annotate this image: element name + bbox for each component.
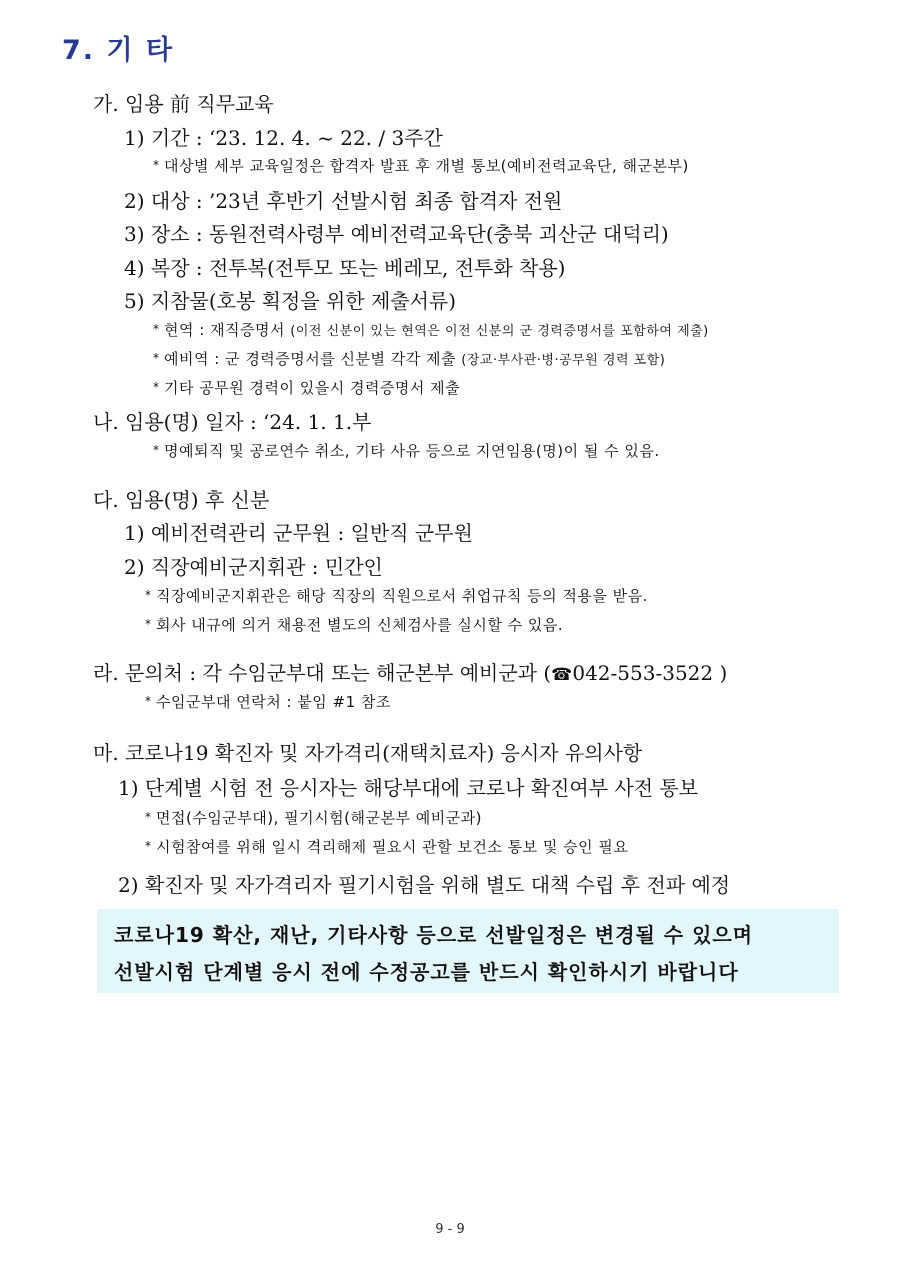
page-number: 9 - 9: [435, 1222, 465, 1237]
item-uniform: 4) 복장 : 전투복(전투모 또는 베레모, 전투화 착용): [124, 256, 566, 280]
item-civilian-staff: 1) 예비전력관리 군무원 : 일반직 군무원: [124, 521, 473, 545]
contact-phone: 042-553-3522: [572, 661, 714, 685]
item-target: 2) 대상 : ’23년 후반기 선발시험 최종 합격자 전원: [124, 189, 563, 213]
note-reserve: * 예비역 : 군 경력증명서를 신분별 각각 제출 (장교·부사관·병·공무원 경력 포함): [153, 350, 666, 368]
note-work-rules: * 직장예비군지휘관은 해당 직장의 직원으로서 취업규칙 등의 적용을 받음.: [145, 587, 648, 605]
note-active-duty: * 현역 : 재직증명서 (이전 신분이 있는 현역은 이전 신분의 군 경력증명서를 포함하여 제출): [153, 321, 709, 339]
note-delay: * 명예퇴직 및 공로연수 취소, 기타 사유 등으로 지연임용(명)이 될 수 있음.: [153, 442, 660, 460]
section-title: 7. 기 타: [62, 35, 175, 66]
heading-na: 나. 임용(명) 일자 : ‘24. 1. 1.부: [93, 410, 372, 434]
telephone-icon: ☎: [551, 665, 573, 685]
star-bullet: *: [145, 588, 152, 602]
note-interview: * 면접(수임군부대), 필기시험(해군본부 예비군과): [145, 809, 483, 827]
note-period: * 대상별 세부 교육일정은 합격자 발표 후 개별 통보(예비전력교육단, 해군본부): [153, 157, 689, 175]
star-bullet: *: [145, 839, 152, 853]
note-other-career: * 기타 공무원 경력이 있을시 경력증명서 제출: [153, 379, 461, 397]
star-bullet: *: [153, 380, 160, 394]
item-workplace-commander: 2) 직장예비군지휘관 : 민간인: [124, 555, 383, 579]
heading-da: 다. 임용(명) 후 신분: [93, 488, 270, 512]
heading-ra: 라. 문의처 : 각 수임군부대 또는 해군본부 예비군과 (☎042-553-3522 ): [93, 661, 728, 685]
item-period: 1) 기간 : ‘23. 12. 4. ~ 22. / 3주간: [124, 126, 443, 150]
star-bullet: *: [153, 322, 160, 336]
notice-line-2: 선발시험 단계별 응시 전에 수정공고를 반드시 확인하시기 바랍니다: [114, 960, 739, 984]
star-bullet: *: [153, 443, 160, 457]
star-bullet: *: [153, 158, 160, 172]
item-place: 3) 장소 : 동원전력사령부 예비전력교육단(충북 괴산군 대덕리): [124, 222, 669, 246]
star-bullet: *: [145, 694, 152, 708]
heading-ma: 마. 코로나19 확진자 및 자가격리(재택치료자) 응시자 유의사항: [93, 741, 643, 765]
item-covid-notice: 1) 단계별 시험 전 응시자는 해당부대에 코로나 확진여부 사전 통보: [118, 776, 699, 800]
item-covid-plan: 2) 확진자 및 자가격리자 필기시험을 위해 별도 대책 수립 후 전파 예정: [118, 873, 731, 897]
star-bullet: *: [153, 351, 160, 365]
item-documents: 5) 지참물(호봉 획정을 위한 제출서류): [124, 289, 457, 313]
star-bullet: *: [145, 617, 152, 631]
heading-ga: 가. 임용 前 직무교육: [93, 92, 274, 116]
note-medical-check: * 회사 내규에 의거 채용전 별도의 신체검사를 실시할 수 있음.: [145, 616, 564, 634]
notice-line-1: 코로나19 확산, 재난, 기타사항 등으로 선발일정은 변경될 수 있으며: [114, 923, 754, 947]
note-contact: * 수임군부대 연락처 : 붙임 #1 참조: [145, 693, 391, 711]
star-bullet: *: [145, 810, 152, 824]
note-quarantine: * 시험참여를 위해 일시 격리해제 필요시 관할 보건소 통보 및 승인 필요: [145, 838, 629, 856]
